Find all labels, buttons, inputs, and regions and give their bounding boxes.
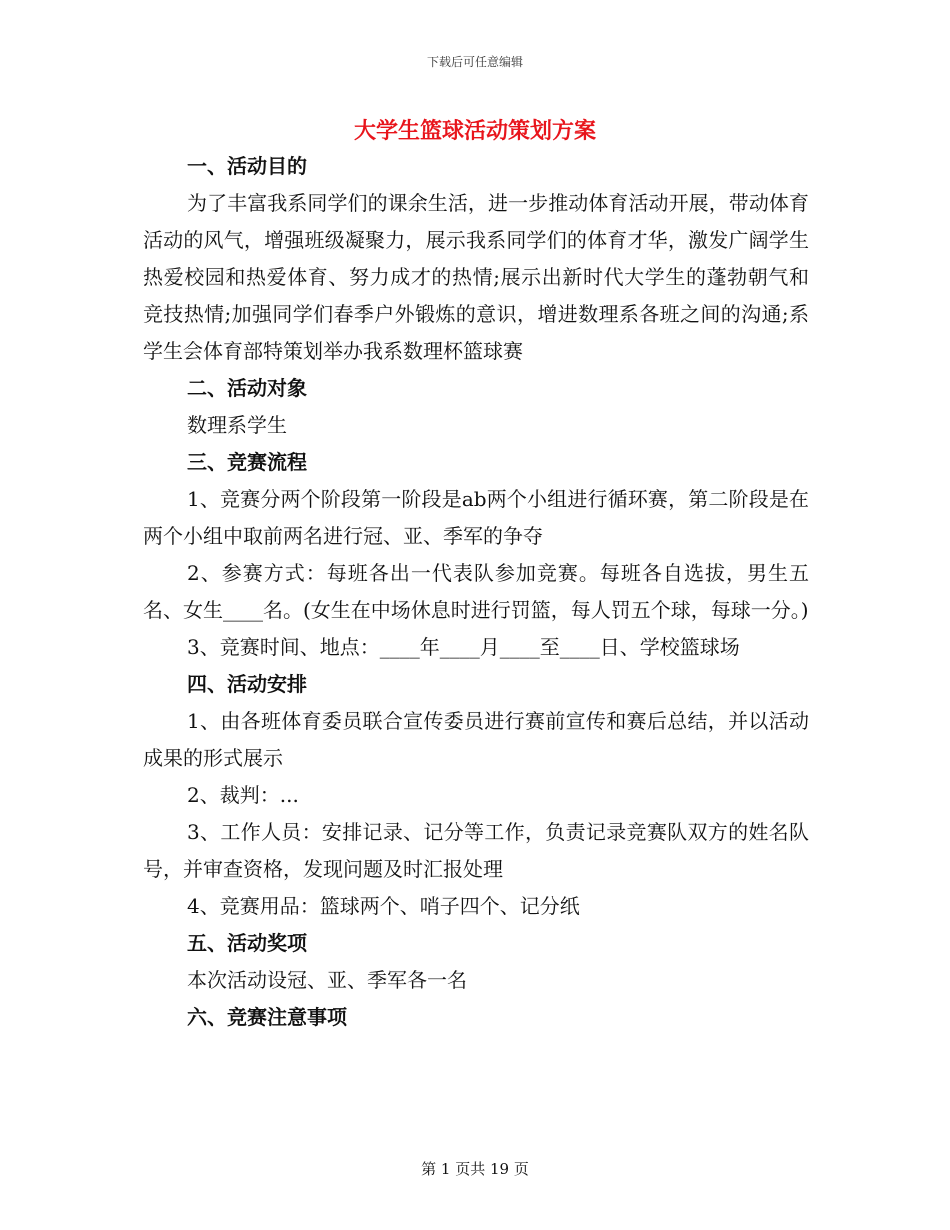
section-heading-process: 三、竞赛流程 (187, 450, 307, 474)
paragraph-arrangement-2: 2、裁判：... (187, 783, 299, 807)
section-heading-audience: 二、活动对象 (187, 376, 307, 400)
document-title: 大学生篮球活动策划方案 (353, 119, 596, 144)
paragraph-arrangement-1: 1、由各班体育委员联合宣传委员进行赛前宣传和赛后总结，并以活动成果的形式展示 (143, 709, 809, 770)
paragraph-awards: 本次活动设冠、亚、季军各一名 (187, 968, 467, 992)
paragraph-arrangement-3: 3、工作人员：安排记录、记分等工作，负责记录竞赛队双方的姓名队号，并审查资格，发现问题及时汇报处理 (143, 820, 809, 881)
document-body (143, 148, 809, 1036)
paragraph-process-1: 1、竞赛分两个阶段第一阶段是ab两个小组进行循环赛，第二阶段是在两个小组中取前两名进行冠、亚、季军的争夺 (143, 487, 809, 548)
paragraph-purpose: 为了丰富我系同学们的课余生活，进一步推动体育活动开展，带动体育活动的风气，增强班级凝聚力，展示我系同学们的体育才华，激发广阔学生热爱校园和热爱体育、努力成才的热情;展示出新时代大学生的蓬勃朝气和竞技热情;加强同学们春季户外锻炼的意识，增进数理系各班之间的沟通;系学生会体育部特策划举办我系数理杯篮球赛 (143, 191, 809, 363)
header-note: 下载后可任意编辑 (426, 55, 523, 69)
section-heading-awards: 五、活动奖项 (187, 931, 307, 955)
section-heading-notes: 六、竞赛注意事项 (187, 1005, 347, 1029)
section-heading-arrangement: 四、活动安排 (187, 672, 307, 696)
section-heading-purpose: 一、活动目的 (187, 154, 307, 178)
paragraph-arrangement-4: 4、竞赛用品：篮球两个、哨子四个、记分纸 (187, 894, 580, 918)
paragraph-process-2: 2、参赛方式：每班各出一代表队参加竞赛。每班各自选拔，男生五名、女生____名。(女生在中场休息时进行罚篮，每人罚五个球，每球一分。) (143, 561, 809, 622)
paragraph-process-3: 3、竞赛时间、地点：____年____月____至____日、学校篮球场 (187, 635, 740, 659)
page-footer: 第 1 页共 19 页 (421, 1160, 529, 1178)
paragraph-audience: 数理系学生 (187, 413, 287, 437)
